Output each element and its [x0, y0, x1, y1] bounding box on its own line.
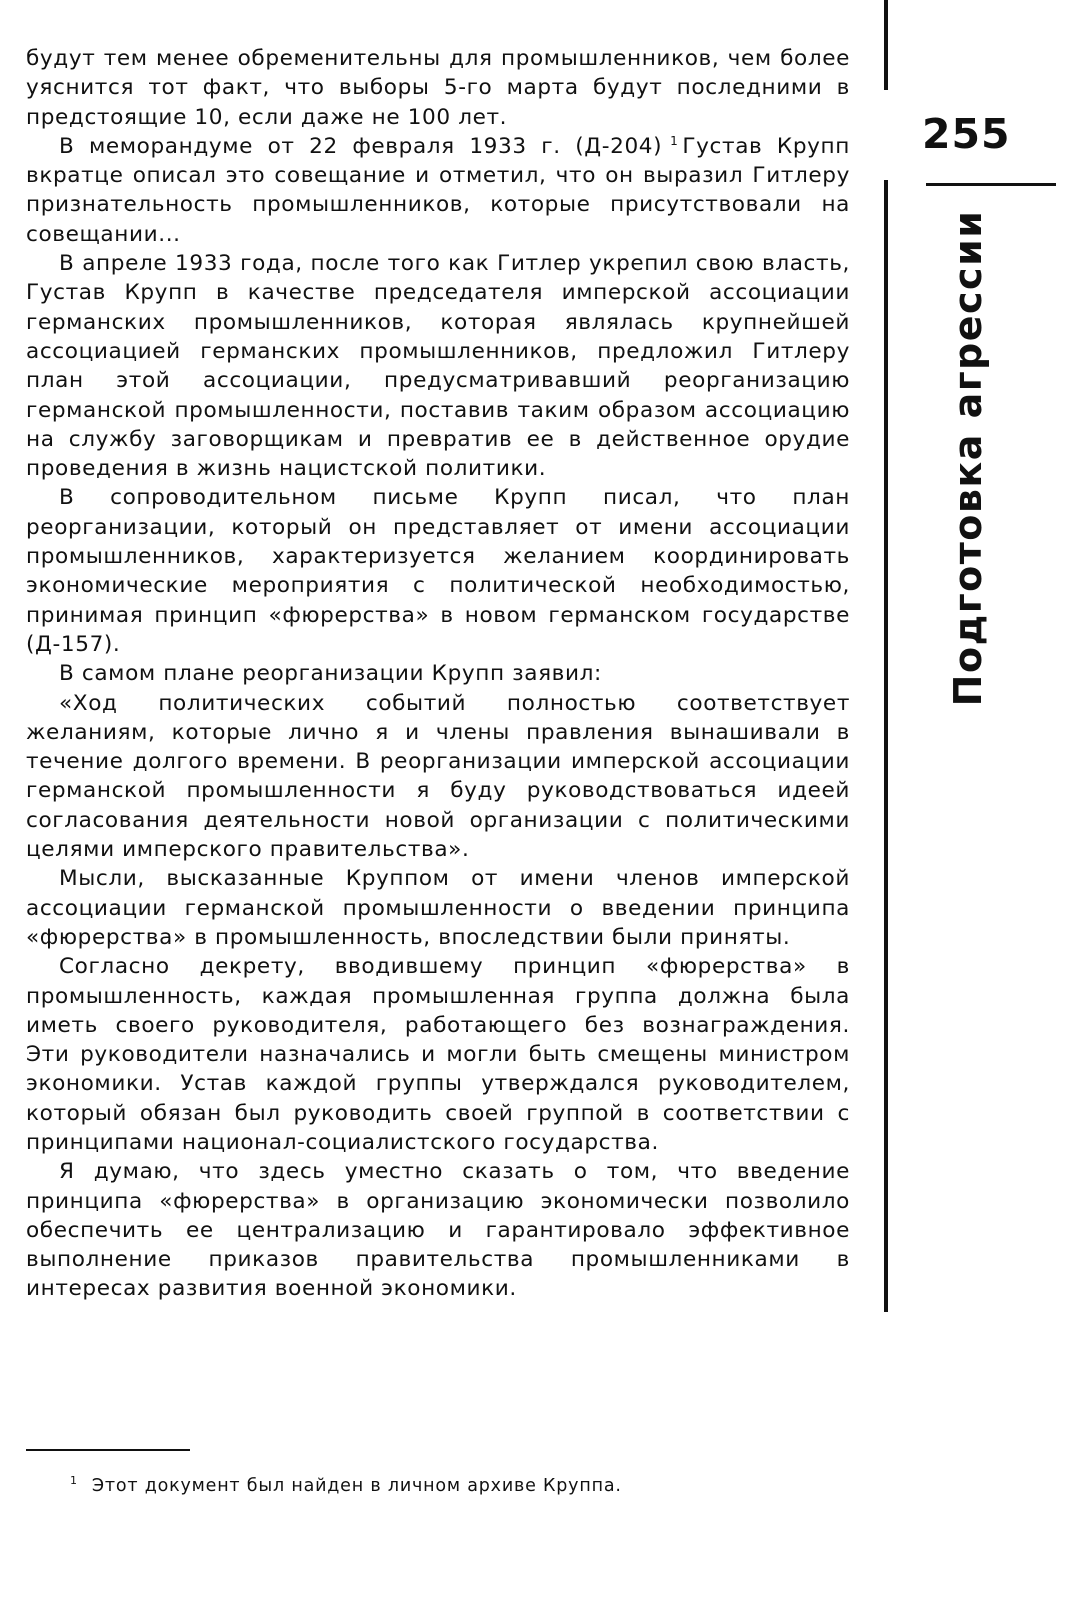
paragraph-4: В сопроводительном письме Крупп писал, что план реорганизации, который он представляет от имени ассоциации промышленников, характеризуется желанием координировать экономические мероприятия с политической необходимостью, принимая принцип «фюрерства» в новом германском государстве (Д-157). [26, 485, 850, 657]
paragraph-2-end: Густав Крупп вкратце описал это совещание и отметил, что он выразил Гитлеру признательность промышленников, которые присутствовали на совещании... [26, 133, 850, 247]
paragraph-8: Согласно декрету, вводившему принцип «фюрерства» в промышленность, каждая промышленная группа должна была иметь своего руководителя, работающего без вознаграждения. Эти руководители назначались и могли быть смещены министром экономики. Устав каждой группы утверждался руководителем, который обязан был руководить своей группой в соответствии с принципами национал-социалистского государства. [26, 954, 850, 1155]
paragraph-7: Мысли, высказанные Круппом от имени членов имперской ассоциации германской промышленности о введении принципа «фюрерства» в промышленность, впоследствии были приняты. [26, 866, 850, 950]
paragraph-2 [26, 132, 850, 249]
paragraph-2-start: В меморандуме от 22 февраля 1933 г. (Д-204) [59, 133, 663, 159]
running-head: Подготовка агрессии [946, 209, 990, 707]
footnote [70, 1469, 622, 1498]
body-text [26, 44, 850, 1304]
paragraph-5: В самом плане реорганизации Крупп заявил: [59, 661, 602, 687]
page-number: 255 [922, 110, 1011, 158]
footnote-separator [26, 1449, 190, 1451]
quotation-paragraph: «Ход политических событий полностью соответствует желаниям, которые лично я и члены правления вынашивали в течение долгого времени. В реорганизации имперской ассоциации германской промышленности я буду руководствоваться идеей согласования деятельности новой организации с политическими целями имперского правительства». [26, 690, 850, 863]
paragraph-3: В апреле 1933 года, после того как Гитлер укрепил свою власть, Густав Крупп в качестве председателя имперской ассоциации германских промышленников, которая являлась крупнейшей ассоциацией германских промышленников, предложил Гитлеру план этой ассоциации, предусматривавший реорганизацию германской промышленности, поставив таким образом ассоциацию на службу заговорщикам и превратив ее в действенное орудие проведения в жизнь нацистской политики. [26, 251, 850, 482]
margin-vertical-rule [884, 180, 888, 1312]
margin-horizontal-rule [926, 183, 1056, 186]
footnote-number: 1 [70, 1474, 78, 1487]
footnote-reference: 1 [670, 133, 679, 148]
margin-vertical-rule-top [884, 0, 888, 90]
paragraph-1: будут тем менее обременительны для промышленников, чем более уяснится тот факт, что выборы 5-го марта будут последними в предстоящие 10, если даже не 100 лет. [26, 46, 850, 130]
footnote-text: Этот документ был найден в личном архиве Круппа. [91, 1475, 622, 1496]
paragraph-9: Я думаю, что здесь уместно сказать о том, что введение принципа «фюрерства» в организацию экономически позволило обеспечить ее централизацию и гарантировало эффективное выполнение приказов правительства промышленниками в интересах развития военной экономики. [26, 1159, 850, 1302]
